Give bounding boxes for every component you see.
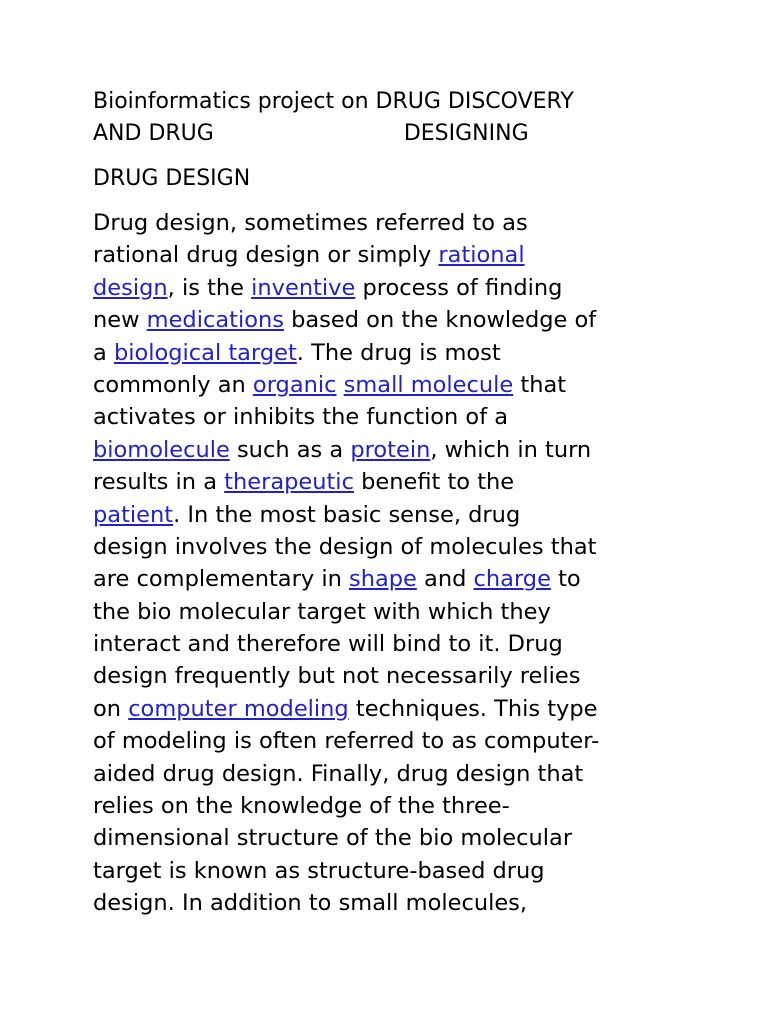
paragraph-line xyxy=(93,207,693,239)
paragraph-line xyxy=(93,822,693,854)
link-protein[interactable]: protein xyxy=(350,436,431,463)
text: target is known as structure-based drug xyxy=(93,857,545,884)
text: rational drug design or simply xyxy=(93,242,439,269)
link-biological-target[interactable]: biological target xyxy=(113,339,297,366)
text: Drug design, sometimes referred to as xyxy=(93,210,528,236)
document-title xyxy=(93,86,693,150)
link-small-molecule[interactable]: small molecule xyxy=(343,371,514,398)
link-rational-design[interactable]: rational xyxy=(438,242,525,269)
link-patient[interactable]: patient xyxy=(93,501,174,528)
paragraph-line xyxy=(93,499,693,531)
link-computer-modeling[interactable]: computer modeling xyxy=(128,695,349,722)
text: are complementary in xyxy=(93,566,349,593)
title-gap xyxy=(214,118,404,150)
text: that xyxy=(513,371,567,398)
text: , is the xyxy=(167,274,252,301)
text: aided drug design. Finally, drug design that xyxy=(93,760,584,787)
text: relies on the knowledge of the three- xyxy=(93,793,510,820)
title-line-2-right: DESIGNING xyxy=(403,121,529,146)
body-paragraph xyxy=(93,207,693,920)
text: to xyxy=(550,566,581,593)
paragraph-line xyxy=(93,660,693,692)
paragraph-line xyxy=(93,628,693,660)
text: design. In addition to small molecules, xyxy=(93,890,528,917)
text: process of finding xyxy=(355,274,563,301)
title-line-1: Bioinformatics project on DRUG DISCOVERY xyxy=(93,89,574,114)
text: design involves the design of molecules that xyxy=(93,533,597,560)
text: dimensional structure of the bio molecular xyxy=(93,825,573,852)
paragraph-line xyxy=(93,531,693,563)
text: . In the most basic sense, drug xyxy=(173,501,521,528)
text: interact and therefore will bind to it. Drug xyxy=(93,631,563,658)
text: commonly an xyxy=(93,371,253,398)
text: the bio molecular target with which they xyxy=(93,598,551,625)
text: a xyxy=(93,339,114,366)
paragraph-line xyxy=(93,337,693,369)
link-medications[interactable]: medications xyxy=(146,307,284,334)
paragraph-line xyxy=(93,466,693,498)
link-shape[interactable]: shape xyxy=(348,566,417,593)
text xyxy=(337,372,344,398)
text: design frequently but not necessarily relies xyxy=(93,663,581,690)
text: results in a xyxy=(93,469,225,496)
text: new xyxy=(93,307,147,334)
paragraph-line xyxy=(93,434,693,466)
paragraph-line xyxy=(93,855,693,887)
paragraph-line xyxy=(93,304,693,336)
link-inventive[interactable]: inventive xyxy=(251,274,356,301)
link-organic[interactable]: organic xyxy=(252,371,337,398)
paragraph-line xyxy=(93,758,693,790)
paragraph-line xyxy=(93,790,693,822)
paragraph-line xyxy=(93,272,693,304)
text: . The drug is most xyxy=(296,339,501,366)
text: activates or inhibits the function of a xyxy=(93,404,509,431)
link-biomolecule[interactable]: biomolecule xyxy=(93,436,230,463)
text: on xyxy=(93,695,129,722)
text: and xyxy=(416,566,474,593)
text: of modeling is often referred to as computer- xyxy=(93,728,600,755)
paragraph-line xyxy=(93,369,693,401)
link-charge[interactable]: charge xyxy=(473,566,551,593)
text: benefit to the xyxy=(353,469,515,496)
paragraph-line xyxy=(93,693,693,725)
link-rational-design[interactable]: design xyxy=(93,274,168,301)
title-line-2-left: AND DRUG xyxy=(93,121,214,146)
text: based on the knowledge of xyxy=(283,307,597,334)
section-heading: DRUG DESIGN xyxy=(93,166,251,191)
paragraph-line xyxy=(93,725,693,757)
title-line-2 xyxy=(93,118,693,150)
text: , which in turn xyxy=(430,436,592,463)
paragraph-line xyxy=(93,563,693,595)
paragraph-line xyxy=(93,239,693,271)
paragraph-line xyxy=(93,887,693,919)
text: techniques. This type xyxy=(348,695,598,722)
link-therapeutic[interactable]: therapeutic xyxy=(224,469,354,496)
paragraph-line xyxy=(93,401,693,433)
paragraph-line xyxy=(93,596,693,628)
text: such as a xyxy=(229,436,351,463)
